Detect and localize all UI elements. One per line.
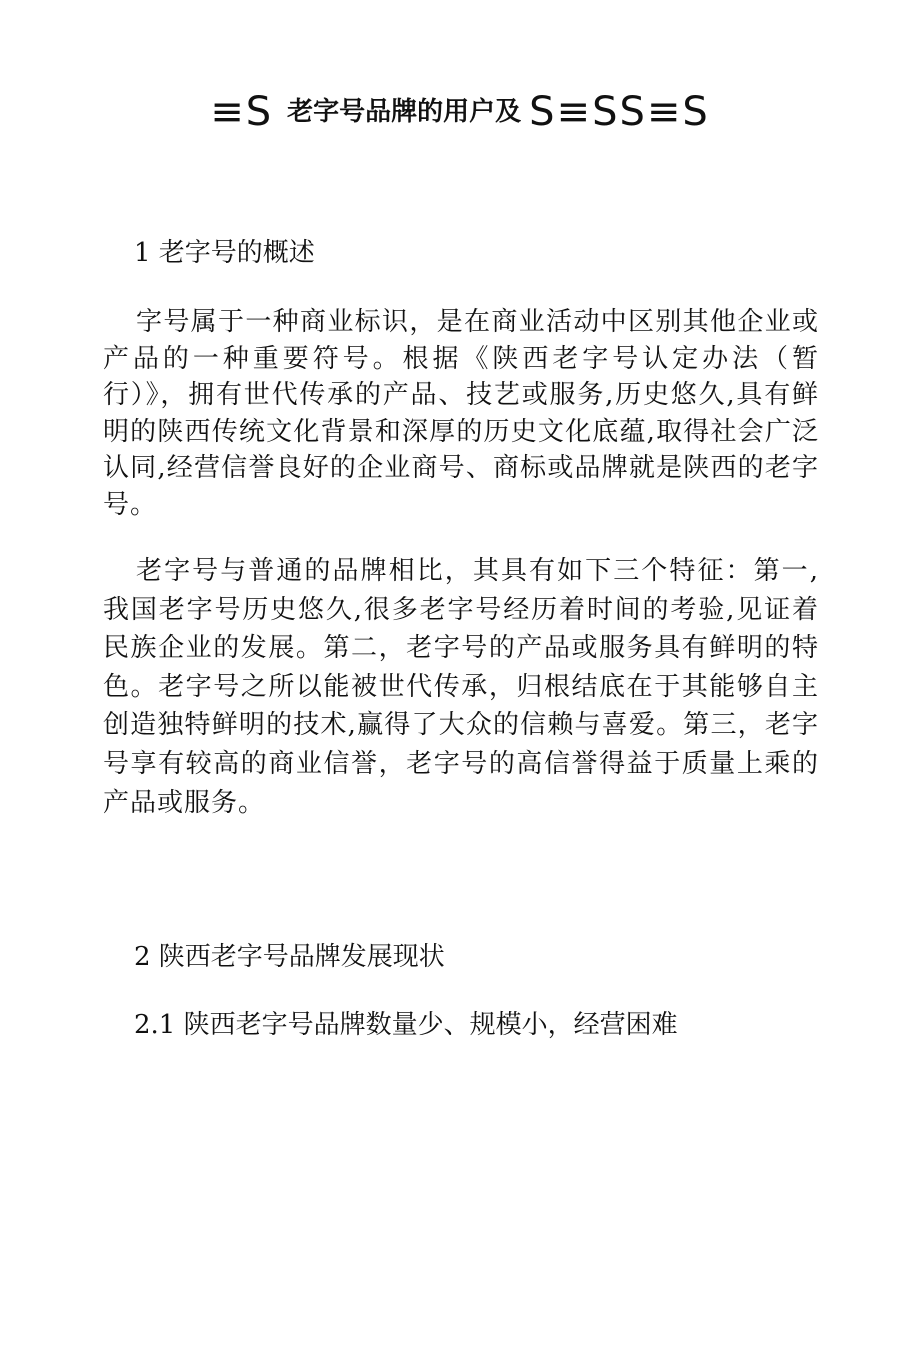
section-heading-2: 2 陕西老字号品牌发展现状 [134, 942, 445, 972]
subsection-heading-2-1: 2.1 陕西老字号品牌数量少、规模小，经营困难 [134, 1010, 678, 1040]
title-suffix-glyphs: S≡SS≡S [529, 89, 710, 135]
section-heading-1: 1 老字号的概述 [134, 238, 315, 268]
title-prefix-glyphs: ≡S [210, 89, 274, 135]
title-text: 老字号品牌的用户及 [287, 97, 522, 127]
paragraph-characteristics: 老字号与普通的品牌相比，其具有如下三个特征：第一,我国老字号历史悠久,很多老字号经历着时间的考验,见证着民族企业的发展。第二，老字号的产品或服务具有鲜明的特色。老字号之所以能被世代传承，归根结底在于其能够自主创造独特鲜明的技术,赢得了大众的信赖与喜爱。第三，老字号享有较高的商业信誉，老字号的高信誉得益于质量上乘的产品或服务。 [103, 556, 819, 818]
document-title [0, 89, 920, 135]
paragraph-definition: 字号属于一种商业标识，是在商业活动中区别其他企业或产品的一种重要符号。根据《陕西老字号认定办法（暂行）》，拥有世代传承的产品、技艺或服务,历史悠久,具有鲜明的陕西传统文化背景和深厚的历史文化底蕴,取得社会广泛认同,经营信誉良好的企业商号、商标或品牌就是陕西的老字号。 [103, 307, 819, 520]
